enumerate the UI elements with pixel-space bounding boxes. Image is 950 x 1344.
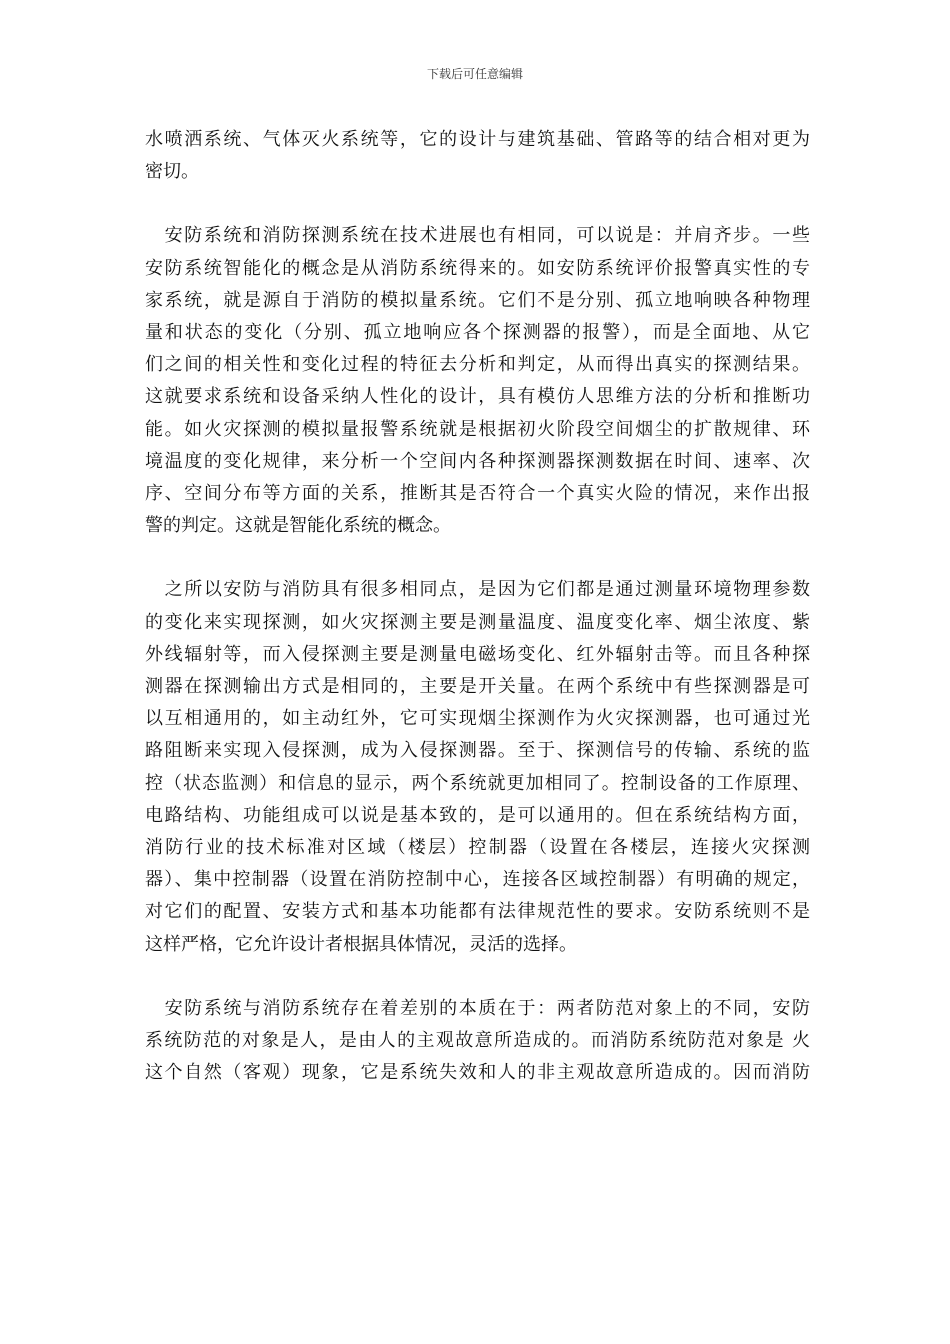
paragraph-3 — [145, 574, 810, 960]
paragraph-2 — [145, 220, 810, 542]
text-line: 家系统，就是源自于消防的模拟量系统。它们不是分别、孤立地响映各种物理 — [145, 289, 810, 311]
document-body — [145, 124, 810, 1089]
text-line: 对它们的配置、安装方式和基本功能都有法律规范性的要求。安防系统则不是 — [145, 901, 810, 923]
text-line: 之所以安防与消防具有很多相同点，是因为它们都是通过测量环境物理参数 — [145, 579, 810, 601]
text-line: 能。如火灾探测的模拟量报警系统就是根据初火阶段空间烟尘的扩散规律、环 — [145, 418, 810, 440]
paragraph-4 — [145, 993, 810, 1090]
text-line: 序、空间分布等方面的关系，推断其是否符合一个真实火险的情况，来作出报 — [145, 483, 810, 505]
text-line: 以互相通用的，如主动红外，它可实现烟尘探测作为火灾探测器，也可通过光 — [145, 708, 810, 730]
text-line: 安防系统与消防系统存在着差别的本质在于：两者防范对象上的不同，安防 — [145, 997, 810, 1019]
text-line: 消防行业的技术标准对区域（楼层）控制器（设置在各楼层，连接火灾探测 — [145, 837, 810, 859]
paragraph-spacer — [145, 188, 810, 220]
text-line: 境温度的变化规律，来分析一个空间内各种探测器探测数据在时间、速率、次 — [145, 450, 810, 472]
text-line: 这样严格，它允许设计者根据具体情况，灵活的选择。 — [145, 933, 577, 955]
text-line: 量和状态的变化（分别、孤立地响应各个探测器的报警），而是全面地、从它 — [145, 322, 810, 344]
text-line: 水喷洒系统、气体灭火系统等，它的设计与建筑基础、管路等的结合相对更为 — [145, 129, 810, 150]
text-line: 控（状态监测）和信息的显示，两个系统就更加相同了。控制设备的工作原理、 — [145, 772, 810, 794]
text-line: 警的判定。这就是智能化系统的概念。 — [145, 515, 451, 537]
text-line: 这就要求系统和设备采纳人性化的设计，具有模仿人思维方法的分析和推断功 — [145, 386, 810, 408]
text-line: 器）、集中控制器（设置在消防控制中心，连接各区域控制器）有明确的规定， — [145, 869, 810, 891]
text-line: 这个自然（客观）现象，它是系统失效和人的非主观故意所造成的。因而消防 — [145, 1062, 810, 1084]
paragraph-spacer — [145, 961, 810, 993]
page-header: 下载后可任意编辑 — [426, 67, 523, 81]
text-line: 们之间的相关性和变化过程的特征去分析和判定，从而得出真实的探测结果。 — [145, 354, 810, 376]
text-line: 的变化来实现探测，如火灾探测主要是测量温度、温度变化率、烟尘浓度、紫 — [145, 611, 810, 633]
paragraph-1 — [145, 124, 810, 188]
text-line: 密切。 — [145, 161, 199, 183]
text-line: 外线辐射等，而入侵探测主要是测量电磁场变化、红外辐射击等。而且各种探 — [145, 643, 810, 665]
text-line: 安防系统智能化的概念是从消防系统得来的。如安防系统评价报警真实性的专 — [145, 257, 810, 279]
text-line: 测器在探测输出方式是相同的，主要是开关量。在两个系统中有些探测器是可 — [145, 676, 810, 698]
text-line: 安防系统和消防探测系统在技术进展也有相同，可以说是：并肩齐步。一些 — [145, 225, 810, 247]
text-line: 路阻断来实现入侵探测，成为入侵探测器。至于、探测信号的传输、系统的监 — [145, 740, 810, 762]
text-line: 电路结构、功能组成可以说是基本致的，是可以通用的。但在系统结构方面， — [145, 804, 810, 826]
text-line: 系统防范的对象是人，是由人的主观故意所造成的。而消防系统防范对象是 火 — [145, 1030, 810, 1052]
paragraph-spacer — [145, 542, 810, 574]
